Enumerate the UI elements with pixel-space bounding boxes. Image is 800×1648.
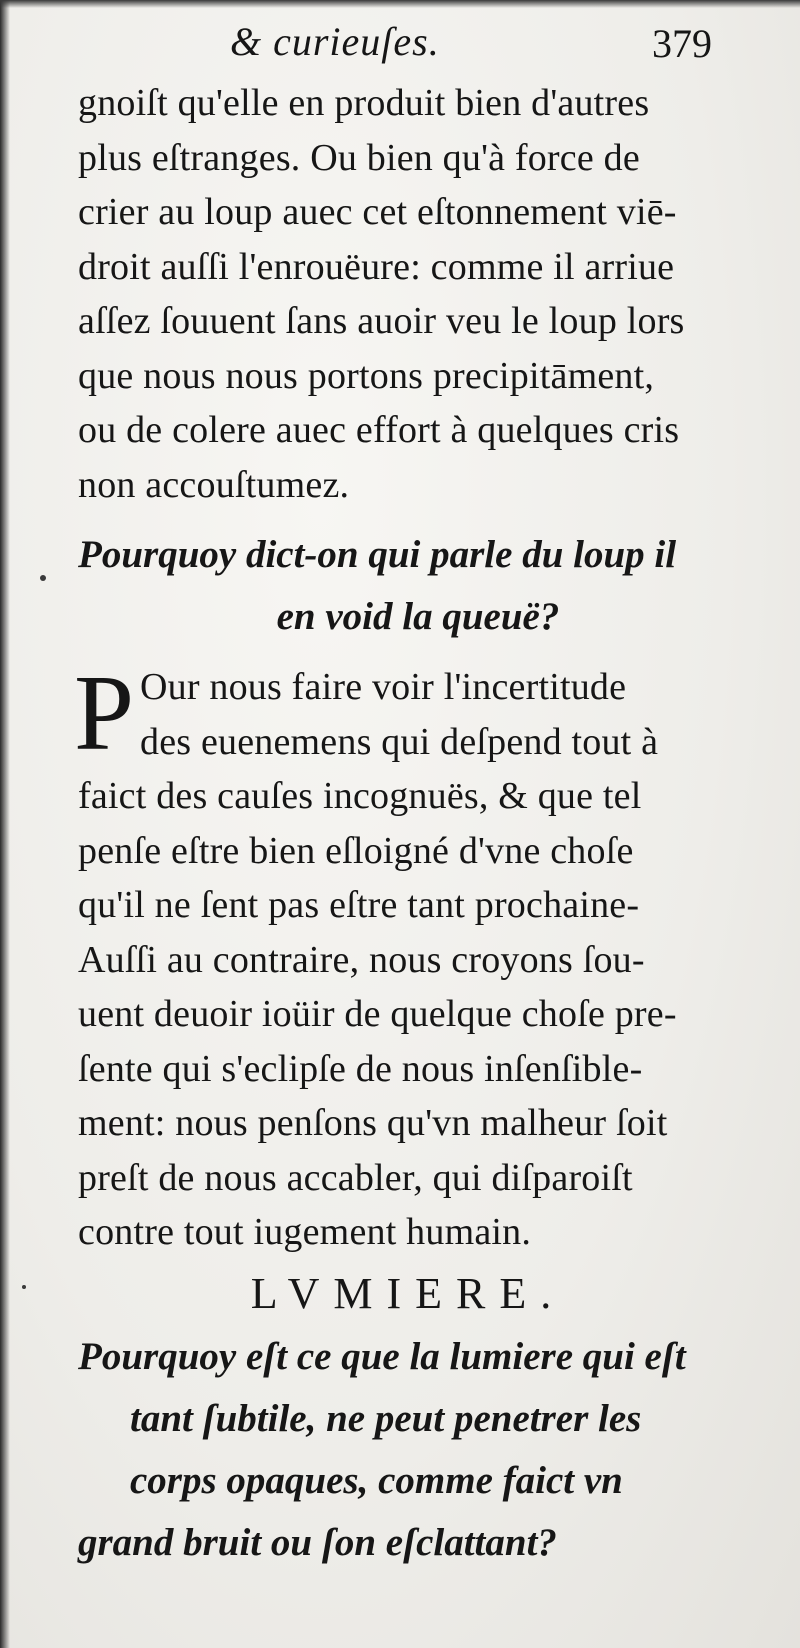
text-line: non accouſtumez. [78,463,350,506]
drop-cap: P [74,654,135,773]
section-heading: LVMIERE. [250,1268,566,1318]
paragraph-continued [78,76,758,512]
text-line: preſt de nous accabler, qui diſparoiſt [78,1156,633,1199]
text-line: uent deuoir ioüir de quelque choſe pre- [78,993,677,1035]
text-line: Auſſi au contraire, nous croyons ſou- [78,938,645,981]
text-line: aſſez ſouuent ſans auoir veu le loup lors [78,300,685,342]
spacer [78,512,758,524]
question-line: en void la queuë? [276,595,560,638]
question-line: grand bruit ou ſon eſclattant? [78,1520,557,1564]
question-line: corps opaques, comme faict vn [130,1458,623,1502]
text-line: ment: nous penſons qu'vn malheur ſoit [78,1102,668,1144]
text-line: crier au loup auec cet eſtonnement viē- [78,191,677,233]
binding-shadow [0,0,10,1648]
page-number: 379 [652,21,712,66]
text-line: des euenemens qui deſpend tout à [140,720,659,763]
text-line: ou de colere auec effort à quelques cris [78,409,680,451]
answer-paragraph [74,654,758,1260]
scan-edge-shadow [0,0,800,8]
ink-speck [40,575,46,581]
question-line: Pourquoy dict-on qui parle du loup il [78,533,677,576]
page-header [0,18,800,74]
spacer [78,648,758,660]
running-head: & curieuſes. [230,19,440,64]
question-line: Pourquoy eſt ce que la lumiere qui eſt [78,1334,686,1378]
question-heading [78,524,758,648]
text-line: qu'il ne ſent pas eſtre tant prochaine- [78,884,640,926]
text-line: contre tout iugement humain. [78,1211,532,1253]
text-line: ſente qui s'eclipſe de nous inſenſible- [78,1047,643,1090]
text-line: droit auſſi l'enrouëure: comme il arriue [78,245,675,288]
question-heading [78,1326,758,1574]
text-line: gnoiſt qu'elle en produit bien d'autres [78,82,650,124]
text-line: plus eſtranges. Ou bien qu'à force de [78,136,640,179]
text-line: Our nous faire voir l'incertitude [140,666,627,708]
question-line: tant ſubtile, ne peut penetrer les [130,1396,642,1440]
text-line: faict des cauſes incognuës, & que tel [78,775,642,817]
text-line: que nous nous portons precipitāment, [78,354,655,397]
ink-speck [22,1285,26,1289]
body-text [74,76,758,1574]
text-line: penſe eſtre bien eſloigné d'vne choſe [78,829,634,872]
